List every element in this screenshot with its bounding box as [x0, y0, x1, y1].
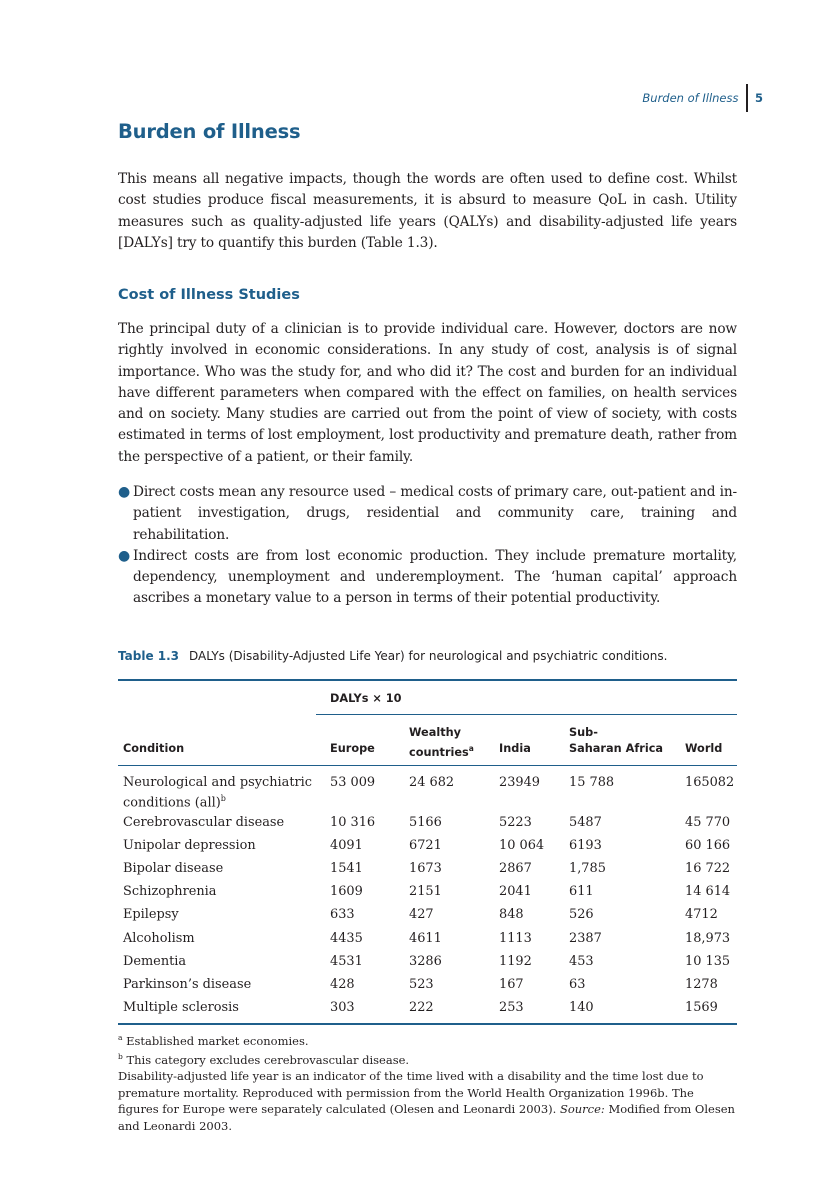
- cell-condition: Parkinson’s disease: [123, 976, 252, 992]
- cell-world: 60 166: [685, 838, 731, 854]
- subsection-title: Cost of Illness Studies: [118, 287, 300, 303]
- cell-europe: 1541: [330, 861, 363, 877]
- cell-ssa: 5487: [569, 815, 602, 830]
- cell-india: 5223: [499, 815, 532, 830]
- cell-wealthy: 5166: [409, 815, 442, 830]
- table-group-rule: [316, 714, 737, 715]
- cell-wealthy: 523: [409, 976, 434, 992]
- cell-india: 167: [499, 976, 524, 992]
- cell-india: 1192: [499, 953, 532, 969]
- header-europe: Europe: [330, 742, 375, 755]
- cell-europe: 4435: [330, 930, 363, 946]
- cell-world: 16 722: [685, 861, 731, 877]
- cell-ssa: 63: [569, 976, 586, 992]
- cell-wealthy: 3286: [409, 953, 442, 969]
- header-india: India: [499, 742, 531, 755]
- cell-condition: Epilepsy: [123, 907, 179, 923]
- cell-wealthy: 4611: [409, 930, 442, 946]
- running-head: [642, 84, 763, 112]
- cell-india: 10 064: [499, 838, 545, 854]
- cell-ssa: 2387: [569, 930, 602, 946]
- page-number: 5: [754, 91, 763, 105]
- header-condition: Condition: [123, 742, 185, 755]
- section-title: Burden of Illness: [118, 120, 301, 143]
- table-footnotes: [118, 1030, 737, 1134]
- cell-ssa: 453: [569, 953, 594, 969]
- cell-wealthy: 222: [409, 999, 434, 1015]
- header-ssa-line1: Sub-: [569, 726, 598, 739]
- cell-world: 45 770: [685, 815, 731, 830]
- table-caption-text: DALYs (Disability-Adjusted Life Year) for neurological and psychiatric conditions.: [189, 649, 668, 663]
- footnote-a-text: Established market economies.: [126, 1033, 309, 1048]
- cell-europe: 53 009: [330, 775, 376, 790]
- cell-condition: [123, 775, 318, 811]
- cell-india: 848: [499, 907, 524, 923]
- footnote-marker-a: a: [468, 744, 474, 753]
- cell-europe: 10 316: [330, 815, 376, 830]
- cell-europe: 1609: [330, 884, 363, 900]
- cell-europe: 303: [330, 999, 355, 1015]
- header-wealthy-line1: Wealthy: [409, 726, 462, 739]
- table-top-rule: [118, 679, 737, 681]
- cell-condition: Dementia: [123, 953, 187, 969]
- bullet-text: Direct costs mean any resource used – medical costs of primary care, out-patient and in-patient investigation, drugs, residential and community care, training and rehabilitation.: [133, 484, 737, 543]
- cell-ssa: 611: [569, 884, 594, 900]
- header-wealthy-line2: countries: [409, 745, 469, 759]
- cell-condition: Multiple sclerosis: [123, 999, 239, 1015]
- header-world: World: [685, 742, 723, 755]
- cell-india: 1113: [499, 930, 532, 946]
- bullet-dot-icon: ●: [118, 547, 131, 564]
- body-paragraph: The principal duty of a clinician is to provide individual care. However, doctors are now rightly involved in economic considerations. In any study of cost, analysis is of signal importance. Who was the study for, and who did it? The cost and burden for an individual have different parameters when compared with the effect on families, on health services and on society. Many studies are carried out from the point of view of society, with costs estimated in terms of lost employment, lost productivity and premature death, rather from the perspective of a patient, or their family.: [118, 321, 737, 465]
- bullet-item: [118, 482, 737, 546]
- header-ssa-line2: Saharan Africa: [569, 742, 664, 755]
- footnote-b-marker: b: [118, 1052, 123, 1062]
- cell-condition: Alcoholism: [123, 930, 195, 946]
- cell-condition: Schizophrenia: [123, 884, 217, 900]
- cell-india: 2867: [499, 861, 532, 877]
- footnote-b-text: This category excludes cerebrovascular disease.: [126, 1053, 410, 1068]
- table-header-rule: [118, 765, 737, 766]
- footnote-a: [118, 1030, 737, 1049]
- cell-europe: 4531: [330, 953, 363, 969]
- cell-condition: Unipolar depression: [123, 838, 256, 854]
- cell-condition-line1: Neurological and psychiatric: [123, 775, 313, 790]
- bullet-dot-icon: ●: [118, 484, 131, 500]
- footnote-note-text: Disability-adjusted life year is an indicator of the time lived with a disability and the time lost due to premature mortality. Reproduced with permission from the World Health Organization 1996b. The figures for Europe were separately calculated (Olesen and Leonardi 2003).: [118, 1069, 704, 1117]
- cell-world: 1569: [685, 999, 718, 1015]
- footnote-b: [118, 1049, 737, 1068]
- cell-ssa: 526: [569, 907, 594, 923]
- cell-ssa: 1,785: [569, 861, 606, 877]
- cell-europe: 633: [330, 907, 355, 923]
- cell-europe: 4091: [330, 838, 363, 854]
- footnote-note: [118, 1068, 737, 1134]
- cell-ssa: 6193: [569, 838, 602, 854]
- cell-condition-line2: conditions (all): [123, 795, 221, 811]
- table-group-header: DALYs × 10: [330, 692, 402, 705]
- cell-world: 165082: [685, 775, 735, 790]
- table-bottom-rule: [118, 1023, 737, 1025]
- table-number: Table 1.3: [118, 649, 180, 663]
- table-caption: [118, 649, 737, 663]
- cell-ssa: 15 788: [569, 775, 615, 790]
- bullet-text: Indirect costs are from lost economic production. They include premature mortality, dependency, unemployment and underemployment. The ‘human capital’ approach ascribes a monetary value to a person in terms of their potential productivity.: [133, 547, 737, 607]
- cell-world: 10 135: [685, 953, 731, 969]
- cell-india: 253: [499, 999, 524, 1015]
- cell-wealthy: 6721: [409, 838, 442, 854]
- intro-paragraph: This means all negative impacts, though the words are often used to define cost. Whilst cost studies produce fiscal measurements, it is absurd to measure QoL in cash. Utility measures such as quality-adjusted life years (QALYs) and disability-adjusted life years [DALYs] try to quantify this burden (Table 1.3).: [118, 171, 737, 251]
- cell-europe: 428: [330, 976, 355, 992]
- footnote-a-marker: a: [118, 1033, 123, 1042]
- footnote-source-text: Modified from Olesen and Leonardi 2003.: [118, 1102, 735, 1133]
- cell-condition: Cerebrovascular disease: [123, 815, 285, 830]
- cell-ssa: 140: [569, 999, 594, 1015]
- cell-wealthy: 2151: [409, 884, 442, 900]
- cell-wealthy: 24 682: [409, 775, 455, 790]
- running-head-title: Burden of Illness: [642, 91, 739, 105]
- footnote-marker-b: b: [220, 794, 226, 803]
- cell-india: 23949: [499, 775, 541, 790]
- bullet-item: [118, 546, 737, 610]
- cell-india: 2041: [499, 884, 532, 900]
- cell-world: 18,973: [685, 930, 731, 946]
- cell-wealthy: 1673: [409, 861, 442, 877]
- header-sub-saharan-africa: [569, 725, 663, 757]
- cell-condition: Bipolar disease: [123, 861, 224, 877]
- cell-world: 1278: [685, 976, 718, 992]
- cell-world: 14 614: [685, 884, 731, 900]
- footnote-source-label: Source:: [559, 1102, 605, 1117]
- header-wealthy-countries: [409, 725, 474, 761]
- cell-world: 4712: [685, 907, 718, 923]
- running-head-divider: [746, 84, 748, 112]
- bullet-list: [118, 482, 737, 610]
- cell-wealthy: 427: [409, 907, 434, 923]
